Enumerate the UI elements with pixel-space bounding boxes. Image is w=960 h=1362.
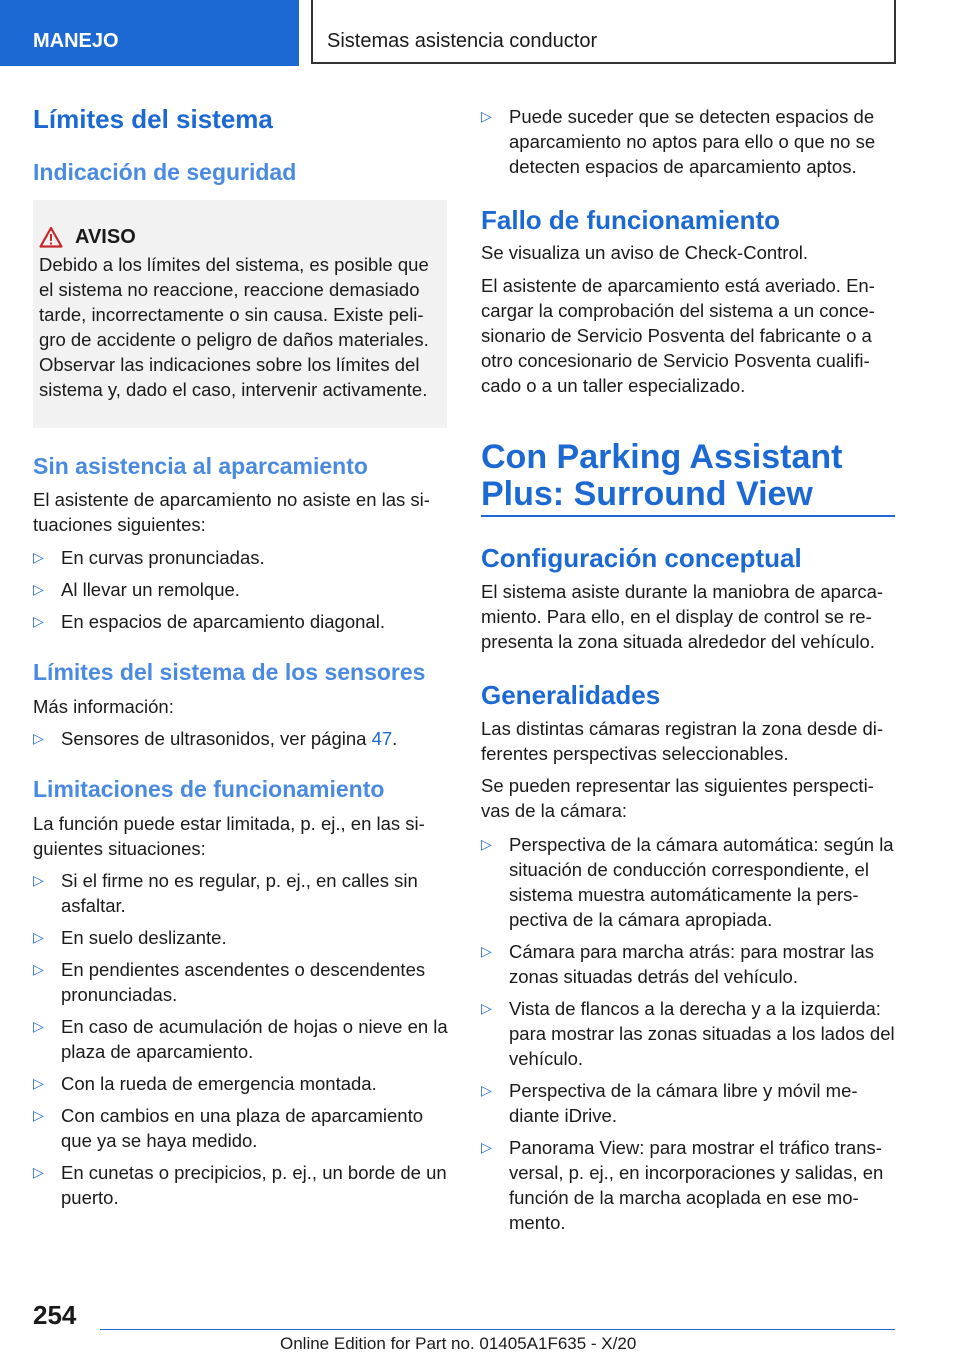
- bullet-triangle-icon: ▷: [33, 929, 44, 945]
- warning-box: [33, 200, 447, 428]
- sin-asistencia-text: El asistente de aparcamiento no asiste en las si-tuaciones siguientes:: [33, 489, 430, 535]
- heading-generalidades: Generalidades: [481, 680, 661, 710]
- bullet-triangle-icon: ▷: [33, 1018, 44, 1034]
- bullet-triangle-icon: ▷: [481, 108, 492, 124]
- page-link[interactable]: 47: [371, 728, 393, 749]
- list-item: ▷ Perspectiva de la cámara automática: según la situación de conducción correspondiente, el sistema muestra automáticamente la pers-pectiva de la cámara apropiada.: [481, 834, 894, 930]
- list-item: ▷ Si el firme no es regular, p. ej., en calles sin asfaltar.: [33, 870, 418, 916]
- bullet-triangle-icon: ▷: [481, 1082, 492, 1098]
- list-item: ▷ En cunetas o precipicios, p. ej., un borde de un puerto.: [33, 1162, 447, 1208]
- list-item: ▷ Puede suceder que se detecten espacios de aparcamiento no aptos para ello o que no se detecten espacios de aparcamiento aptos.: [481, 106, 876, 177]
- bullet-triangle-icon: ▷: [33, 1107, 44, 1123]
- page-number: 254: [33, 1300, 77, 1330]
- footer-edition: Online Edition for Part no. 01405A1F635 - X/20: [280, 1334, 637, 1353]
- generalidades-text-1: Las distintas cámaras registran la zona desde di-ferentes perspectivas seleccionables.: [481, 718, 884, 764]
- bullet-triangle-icon: ▷: [33, 549, 44, 565]
- bullet-triangle-icon: ▷: [481, 836, 492, 852]
- bullet-triangle-icon: ▷: [481, 943, 492, 959]
- list-item: ▷ En espacios de aparcamiento diagonal.: [33, 611, 385, 632]
- fallo-text-2: El asistente de aparcamiento está averiado. En-cargar la comprobación del sistema a un conce-sionario de Servicio Posventa del fabricante o a otro concesionario de Servicio Posventa cualifi-cado o a un taller especializado.: [481, 275, 875, 396]
- heading-fallo: Fallo de funcionamiento: [481, 205, 781, 235]
- warning-header: [39, 224, 439, 250]
- heading-limites-sistema: Límites del sistema: [33, 104, 273, 134]
- list-item: ▷ Sensores de ultrasonidos, ver página 47.: [33, 728, 398, 749]
- config-text: El sistema asiste durante la maniobra de aparca-miento. Para ello, en el display de control se re-presenta la zona situada alrededor del vehículo.: [481, 581, 884, 652]
- list-item: ▷ Vista de flancos a la derecha y a la izquierda: para mostrar las zonas situadas a los lados del vehículo.: [481, 998, 895, 1069]
- chapter-title: Sistemas asistencia conductor: [311, 0, 896, 64]
- heading-indicacion-seguridad: Indicación de seguridad: [33, 159, 297, 185]
- list-item: ▷ En caso de acumulación de hojas o nieve en la plaza de aparcamiento.: [33, 1016, 448, 1062]
- heading-limitaciones: Limitaciones de funcionamiento: [33, 776, 385, 802]
- list-item: ▷ Al llevar un remolque.: [33, 579, 240, 600]
- bullet-triangle-icon: ▷: [33, 961, 44, 977]
- heading-sin-asistencia: Sin asistencia al aparcamiento: [33, 453, 368, 479]
- bullet-triangle-icon: ▷: [33, 872, 44, 888]
- list-item: ▷ Con la rueda de emergencia montada.: [33, 1073, 377, 1094]
- bullet-triangle-icon: ▷: [33, 613, 44, 629]
- bullet-triangle-icon: ▷: [33, 1075, 44, 1091]
- warning-text: Debido a los límites del sistema, es posible que el sistema no reaccione, reaccione demasiado tarde, incorrectamente o sin causa. Existe peli-gro de accidente o peligro de daños materiales. Observar las indicaciones sobre los límites del sistema y, dado el caso, intervenir activamente.: [39, 254, 429, 400]
- sensores-text: Más información:: [33, 696, 174, 717]
- bullet-triangle-icon: ▷: [481, 1139, 492, 1155]
- list-item: ▷ En suelo deslizante.: [33, 927, 227, 948]
- list-item: ▷ En pendientes ascendentes o descendentes pronunciadas.: [33, 959, 426, 1005]
- heading-sensores: Límites del sistema de los sensores: [33, 659, 426, 685]
- chapter-heading: Con Parking Assistant Plus: Surround View: [481, 438, 843, 513]
- bullet-triangle-icon: ▷: [33, 581, 44, 597]
- footer-rule: [100, 1329, 895, 1330]
- bullet-triangle-icon: ▷: [481, 1000, 492, 1016]
- list-item: ▷ En curvas pronunciadas.: [33, 547, 265, 568]
- page-header: [0, 0, 960, 66]
- heading-configuracion: Configuración conceptual: [481, 543, 802, 573]
- warning-label: AVISO: [75, 226, 136, 248]
- list-item: ▷ Con cambios en una plaza de aparcamiento que ya se haya medido.: [33, 1105, 424, 1151]
- limitaciones-text: La función puede estar limitada, p. ej., en las si-guientes situaciones:: [33, 813, 425, 859]
- generalidades-text-2: Se pueden representar las siguientes perspecti-vas de la cámara:: [481, 775, 874, 821]
- bullet-triangle-icon: ▷: [33, 730, 44, 746]
- bullet-triangle-icon: ▷: [33, 1164, 44, 1180]
- list-item: ▷ Panorama View: para mostrar el tráfico trans-versal, p. ej., en incorporaciones y salidas, en función de la marcha acoplada en ese mo-mento.: [481, 1137, 884, 1233]
- heading-rule: [481, 515, 895, 517]
- section-tab: MANEJO: [0, 0, 299, 66]
- warning-triangle-icon: [39, 226, 63, 248]
- list-item: ▷ Perspectiva de la cámara libre y móvil me-diante iDrive.: [481, 1080, 858, 1126]
- fallo-text-1: Se visualiza un aviso de Check-Control.: [481, 242, 808, 263]
- list-item: ▷ Cámara para marcha atrás: para mostrar las zonas situadas detrás del vehículo.: [481, 941, 874, 987]
